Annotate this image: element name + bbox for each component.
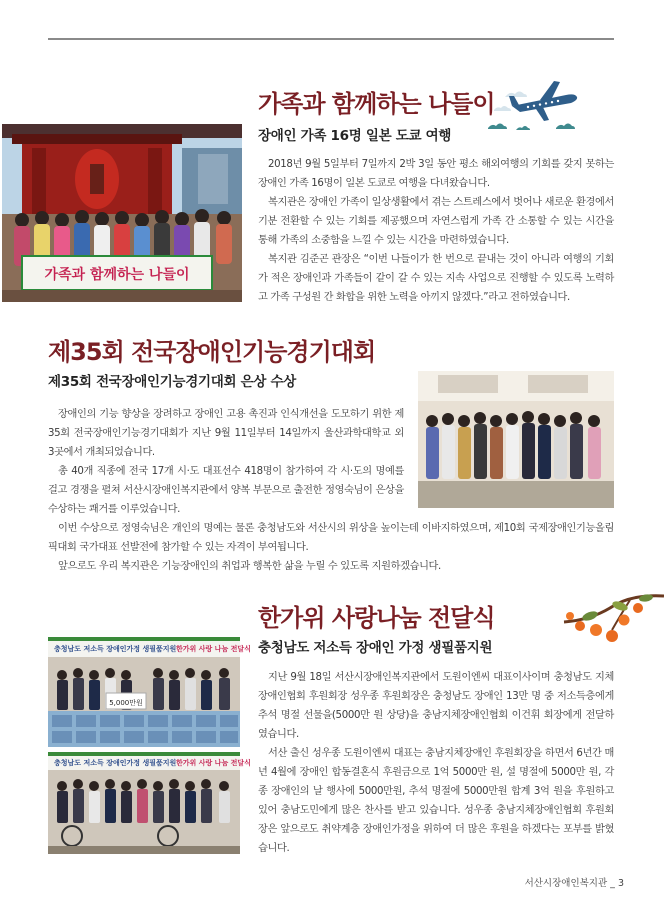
ceremony-banner-left-1: 충청남도 저소득 장애인가정 생필품지원 (54, 645, 177, 653)
section2-body-bottom (48, 519, 614, 576)
section1-subtitle: 장애인 가족 16명 일본 도쿄 여행 (258, 128, 452, 144)
top-rule (48, 38, 614, 40)
section2-paragraph: 총 40개 직종에 전국 17개 시·도 대표선수 418명이 참가하여 각 시·도의 명예를 걸고 경쟁을 펼쳐 서산시장애인복지관에서 양복 부문으로 출전한 정영숙님이 은상을 수상하는 쾌거를 이루었습니다. (48, 466, 404, 515)
section2-body-top (48, 405, 404, 519)
section2-paragraph: 장애인의 기능 향상을 장려하고 장애인 고용 촉진과 인식개선을 도모하기 위한 제35회 전국장애인기능경기대회가 지난 9월 11일부터 14일까지 울산과학대학교 외 3곳에서 개최되었습니다. (48, 409, 404, 458)
section1-paragraph: 복지관 김준곤 관장은 “이번 나들이가 한 번으로 끝내는 것이 아니라 여행의 기회가 적은 장애인과 가족들이 같이 갈 수 있는 지속 사업으로 진행할 수 있도록 노력하고 가족 구성원 간 화합을 위한 노력을 아끼지 않겠다.”라고 전하였습니다. (258, 254, 614, 303)
ceremony-banner-right-1: 한가위 사랑 나눔 전달식 (176, 645, 251, 653)
section2-paragraph: 앞으로도 우리 복지관은 기능장애인의 취업과 행복한 삶을 누릴 수 있도록 지원하겠습니다. (58, 561, 441, 572)
section3-paragraph: 서산 출신 성우종 도원이엔씨 대표는 충남지체장애인 후원회장을 하면서 6년간 매년 4월에 장애인 합동결혼식 후원금으로 1억 5000만 원, 설 명절에 5000만 원, 각종 장애인의 날 행사에 5000만원, 추석 명절에 5000만원 합계 3억 원을 후원하고 있어 충남도민에게 많은 찬사를 받고 있습니다. 성우종 충남지체장애인협회 후원회장은 앞으로도 취약계층 장애인가정을 위하여 더 많은 후원을 하겠다는 포부를 밝혔습니다. (258, 748, 615, 854)
page-footer: 서산시장애인복지관 _ 3 (524, 878, 624, 889)
donation-ceremony-photo-1 (48, 637, 251, 747)
section2-subtitle: 제35회 전국장애인기능경기대회 은상 수상 (48, 374, 296, 390)
tokyo-banner-text: 가족과 함께하는 나들이 (44, 267, 190, 283)
section1-paragraph: 복지관은 장애인 가족이 일상생활에서 겪는 스트레스에서 벗어나 새로운 환경에서 기분 전환할 수 있는 기회를 제공했으며 자연스럽게 가족 간 소통할 수 있는 시간을 통해 가족의 소중함을 느낄 수 있는 시간을 마련하였습니다. (258, 197, 614, 246)
section3-paragraph: 지난 9월 18일 서산시장애인복지관에서 도원이엔씨 대표이사이며 충청남도 지체장애인협회 후원회장 성우종 후원회장은 충청남도 장애인 13만 명 중 저소득층에게 추석 명절 선물을(5000만 원 상당)을 충남지체장애인협회 이건휘 회장에게 전달하였습니다. (258, 672, 614, 740)
section3-body (258, 668, 614, 858)
section3-title: 한가위 사랑나눔 전달식 (258, 604, 495, 632)
section2-paragraph: 이번 수상으로 정영숙님은 개인의 명예는 물론 충청남도와 서산시의 위상을 높이는데 이바지하였으며, 제10회 국제장애인기능올림픽대회 국가대표 선발전에 참가할 수 있는 자격이 부여됩니다. (48, 523, 614, 553)
donation-check-text: 5,000만원 (109, 699, 143, 707)
section1-body (258, 155, 614, 307)
award-group-photo (418, 371, 614, 508)
section1-paragraph: 2018년 9월 5일부터 7일까지 2박 3일 동안 평소 해외여행의 기회를 갖지 못하는 장애인 가족 16명이 일본 도쿄로 여행을 다녀왔습니다. (258, 159, 614, 189)
airplane-icon (486, 76, 588, 132)
ceremony-banner-left-2: 충청남도 저소득 장애인가정 생필품지원 (54, 759, 177, 767)
persimmon-branch-icon (560, 586, 664, 648)
section1-title: 가족과 함께하는 나들이 (258, 90, 495, 118)
tokyo-trip-photo (2, 124, 242, 302)
donation-ceremony-photo-2 (48, 752, 251, 854)
section3-subtitle: 충청남도 저소득 장애인 가정 생필품지원 (258, 640, 493, 656)
ceremony-banner-right-2: 한가위 사랑 나눔 전달식 (176, 759, 251, 767)
section2-title: 제35회 전국장애인기능경기대회 (48, 338, 376, 366)
